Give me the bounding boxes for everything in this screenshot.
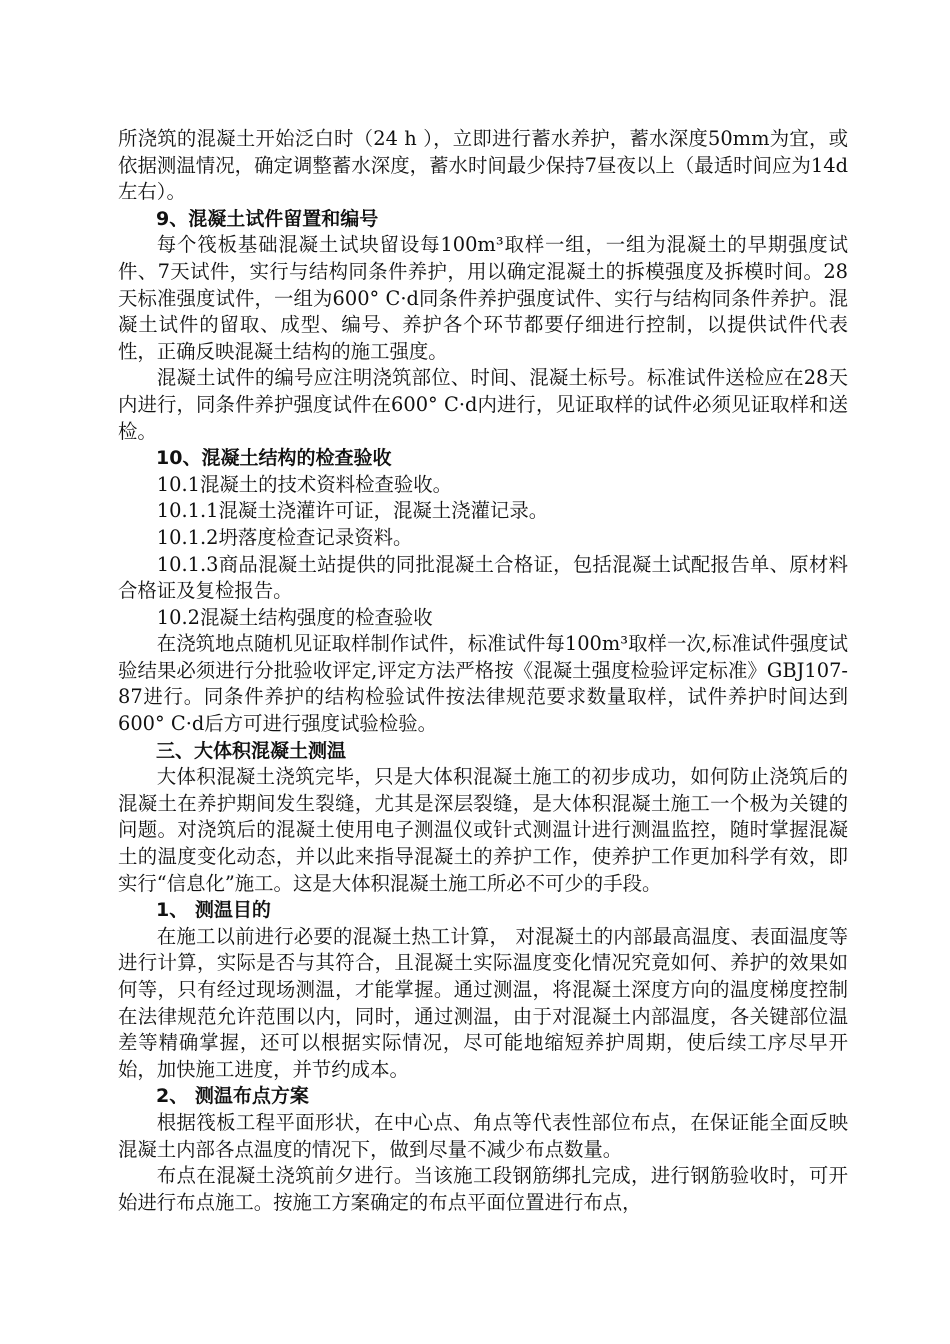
part-3-heading: 三、大体积混凝土测温 [156, 739, 347, 762]
section-9-heading: 9、混凝土试件留置和编号 [156, 207, 379, 230]
item-10-2: 10.2混凝土结构强度的检查验收 [156, 605, 433, 629]
part-3-2-heading: 2、 测温布点方案 [156, 1085, 309, 1108]
section-9-paragraph-2: 混凝土试件的编号应注明浇筑部位、时间、混凝土标号。标准试件送检应在28天内进行，同条件养护强度试件在600° C·d内进行，见证取样的试件必须见证取样和送检。 [118, 366, 848, 443]
item-10-1-1: 10.1.1混凝土浇灌许可证，混凝土浇灌记录。 [156, 499, 549, 523]
item-10-1-2: 10.1.2坍落度检查记录资料。 [156, 525, 413, 549]
section-10-heading: 10、混凝土结构的检查验收 [156, 447, 392, 470]
item-10-2-body: 在浇筑地点随机见证取样制作试件，标准试件每100m³取样一次,标准试件强度试验结果必须进行分批验收评定,评定方法严格按《混凝土强度检验评定标准》GBJ107-87进行。同条件养护的结构检验试件按法律规范要求数量取样，试件养护时间达到600° C·d后方可进行强度试验检验。 [118, 632, 848, 736]
part-3-2-paragraph-1: 根据筏板工程平面形状，在中心点、角点等代表性部位布点，在保证能全面反映混凝土内部各点温度的情况下，做到尽量不减少布点数量。 [118, 1110, 848, 1161]
item-10-1-3: 10.1.3商品混凝土站提供的同批混凝土合格证，包括混凝土试配报告单、原材料合格证及复检报告。 [118, 552, 848, 603]
item-10-1: 10.1混凝土的技术资料检查验收。 [156, 472, 453, 496]
part-3-paragraph: 大体积混凝土浇筑完毕，只是大体积混凝土施工的初步成功，如何防止浇筑后的混凝土在养护期间发生裂缝，尤其是深层裂缝，是大体积混凝土施工一个极为关键的问题。对浇筑后的混凝土使用电子测温仪或针式测温计进行测温监控，随时掌握混凝土的温度变化动态，并以此来指导混凝土的养护工作，使养护工作更加科学有效，即实行“信息化”施工。这是大体积混凝土施工所必不可少的手段。 [118, 765, 848, 895]
part-3-1-paragraph: 在施工以前进行必要的混凝土热工计算， 对混凝土的内部最高温度、表面温度等进行计算，实际是否与其符合，且混凝土实际温度变化情况究竟如何、养护的效果如何等，只有经过现场测温，才能掌握。通过测温，将混凝土深度方向的温度梯度控制在法律规范允许范围以内，同时，通过测温，由于对混凝土内部温度，各关键部位温差等精确掌握，还可以根据实际情况，尽可能地缩短养护周期，使后续工序尽早开始，加快施工进度，并节约成本。 [118, 924, 848, 1081]
section-9-paragraph-1: 每个筏板基础混凝土试块留设每100m³取样一组，一组为混凝土的早期强度试件、7天试件，实行与结构同条件养护，用以确定混凝土的拆模强度及拆模时间。28天标准强度试件，一组为600° C·d同条件养护强度试件、实行与结构同条件养护。混凝土试件的留取、成型、编号、养护各个环节都要仔细进行控制，以提供试件代表性，正确反映混凝土结构的施工强度。 [118, 233, 848, 363]
part-3-2-paragraph-2: 布点在混凝土浇筑前夕进行。当该施工段钢筋绑扎完成，进行钢筋验收时，可开始进行布点施工。按施工方案确定的布点平面位置进行布点， [118, 1164, 848, 1214]
intro-paragraph: 所浇筑的混凝土开始泛白时（24 h ），立即进行蓄水养护，蓄水深度50mm为宜，或依据测温情况，确定调整蓄水深度，蓄水时间最少保持7昼夜以上（最适时间应为14d左右）。 [118, 127, 848, 204]
part-3-1-heading: 1、 测温目的 [156, 899, 271, 922]
document-page [118, 126, 848, 1216]
